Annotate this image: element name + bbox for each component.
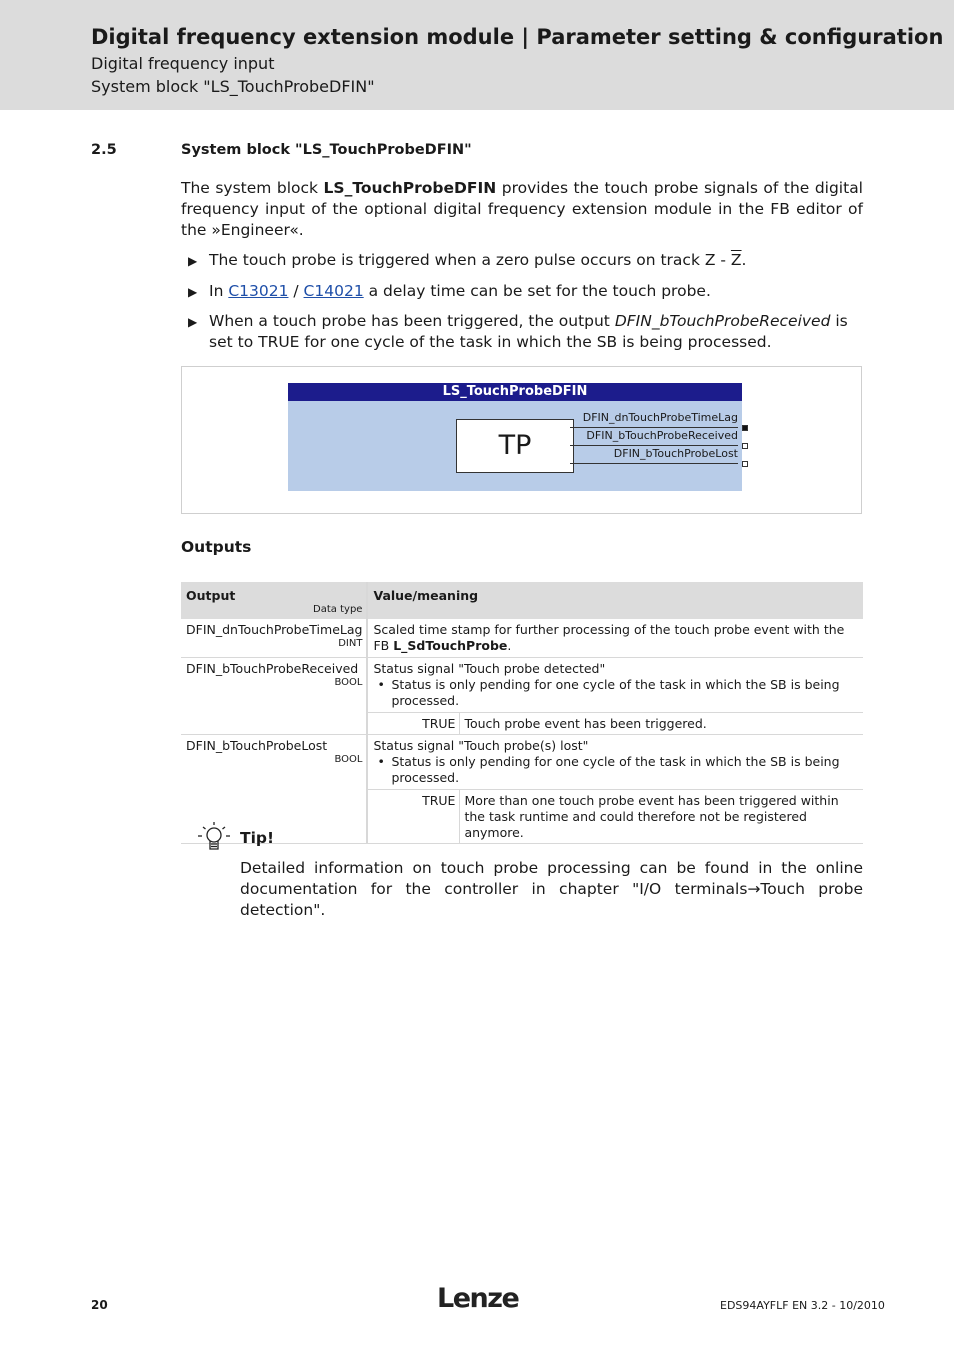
triangle-bullet-icon: ▶ — [188, 315, 198, 329]
lenze-logo: Lenze — [437, 1283, 519, 1314]
col-header-value: Value/meaning — [367, 582, 863, 619]
table-header-row — [181, 582, 863, 619]
list-item: • Status is only pending for one cycle of the task in which the SB is being processed. — [373, 677, 859, 709]
col-header-datatype: Data type — [313, 604, 363, 615]
z-inverted: $\overline{Z}$ — [730, 251, 742, 269]
link-c13021[interactable]: C13021 — [228, 282, 289, 300]
data-type: DINT — [338, 638, 363, 649]
output-pin-timelag: DFIN_dnTouchProbeTimeLag — [570, 411, 738, 428]
lightbulb-icon — [196, 820, 232, 854]
section-number: 2.5 — [91, 142, 117, 158]
tp-box: TP — [456, 419, 574, 473]
list-item: • Status is only pending for one cycle of the task in which the SB is being processed. — [373, 754, 859, 786]
section-title: System block "LS_TouchProbeDFIN" — [181, 142, 472, 158]
data-type: BOOL — [334, 754, 363, 765]
header-subtitle-1: Digital frequency input — [91, 54, 275, 73]
table-row: DFIN_bTouchProbeLost BOOL Status signal "Touch probe(s) lost" • Status is only pending for one cycle of the task in which the SB is being processed. TRUE More than one touch probe event has been triggered within the task runtime and could therefore not be registered anymore. — [181, 735, 863, 844]
arrow-icon: → — [747, 880, 761, 898]
value-key: TRUE — [368, 790, 460, 844]
outputs-table — [181, 582, 863, 844]
pin-connector-dint — [742, 425, 748, 431]
pin-connector-bool — [742, 461, 748, 467]
output-name: DFIN_bTouchProbeReceived — [186, 661, 359, 676]
output-pin-received: DFIN_bTouchProbeReceived — [570, 429, 738, 446]
data-type: BOOL — [334, 677, 363, 688]
header-subtitle-2: System block "LS_TouchProbeDFIN" — [91, 77, 375, 96]
pin-connector-bool — [742, 443, 748, 449]
output-pin-lost: DFIN_bTouchProbeLost — [570, 447, 738, 464]
bullet-2-sep: / — [288, 282, 304, 300]
link-c14021[interactable]: C14021 — [303, 282, 364, 300]
tip-heading: Tip! — [240, 829, 275, 847]
value-meaning: Touch probe event has been triggered. — [460, 713, 863, 735]
col-header-output: Output Data type — [181, 582, 367, 619]
triangle-bullet-icon: ▶ — [188, 285, 198, 299]
bullet-3-post: is set to TRUE for one cycle of the task in which the SB is being processed. — [209, 312, 848, 351]
outputs-heading: Outputs — [181, 538, 252, 556]
table-row: DFIN_dnTouchProbeTimeLag DINT Scaled time stamp for further processing of the touch probe event with the FB L_SdTouchProbe. — [181, 619, 863, 658]
bullet-3-italic: DFIN_bTouchProbeReceived — [614, 312, 831, 330]
function-block-title: LS_TouchProbeDFIN — [288, 383, 742, 401]
bullet-2-pre: In — [209, 282, 229, 300]
output-name: DFIN_dnTouchProbeTimeLag — [186, 622, 363, 637]
intro-bold: LS_TouchProbeDFIN — [323, 179, 497, 197]
value-key: TRUE — [368, 713, 460, 735]
page-number: 20 — [91, 1298, 108, 1312]
table-row: DFIN_bTouchProbeReceived BOOL Status signal "Touch probe detected" • Status is only pending for one cycle of the task in which the SB is being processed. TRUE Touch probe event has been triggered. — [181, 658, 863, 735]
intro-paragraph — [181, 178, 863, 241]
bullet-2-post: a delay time can be set for the touch probe. — [363, 282, 711, 300]
intro-text-1: The system block — [181, 179, 324, 197]
bullet-3-pre: When a touch probe has been triggered, the output — [209, 312, 615, 330]
function-block — [288, 383, 742, 491]
bullet-1-text: The touch probe is triggered when a zero pulse occurs on track Z - — [209, 251, 731, 269]
document-id: EDS94AYFLF EN 3.2 - 10/2010 — [720, 1299, 885, 1312]
output-name: DFIN_bTouchProbeLost — [186, 738, 328, 753]
value-meaning: More than one touch probe event has been triggered within the task runtime and could therefore not be registered anymore. — [460, 790, 863, 844]
page-header — [0, 0, 954, 110]
header-title: Digital frequency extension module | Parameter setting & configuration — [91, 25, 944, 49]
intro-text-2: provides the touch probe signals of the digital frequency input of the optional digital frequency extension module in the FB editor of the »Engineer«. — [181, 179, 863, 239]
triangle-bullet-icon: ▶ — [188, 254, 198, 268]
bullet-1-end: . — [741, 251, 747, 269]
tip-text: Detailed information on touch probe processing can be found in the online documentation for the controller in chapter "I/O terminals→Touch probe detection". — [240, 859, 863, 919]
